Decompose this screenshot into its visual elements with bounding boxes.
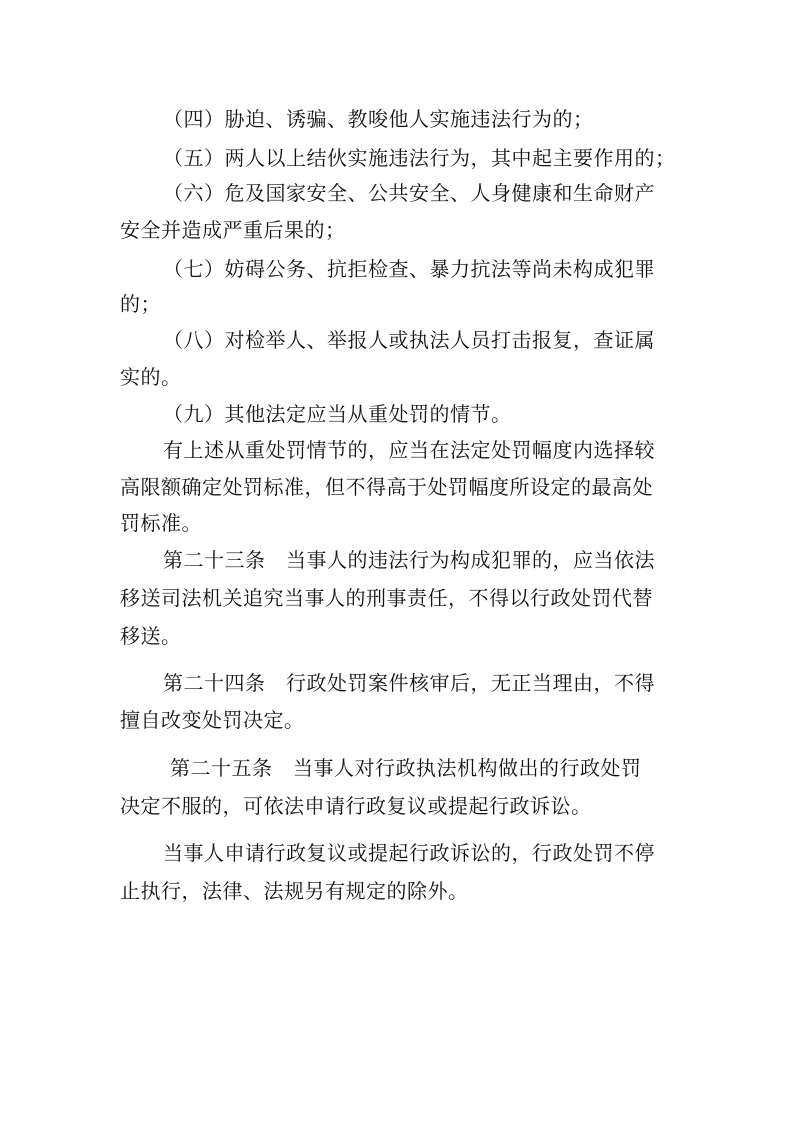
- text-line: 第二十五条 当事人对行政执法机构做出的行政处罚: [170, 756, 642, 780]
- text-line: （九）其他法定应当从重处罚的情节。: [163, 402, 512, 426]
- text-line: 有上述从重处罚情节的，应当在法定处罚幅度内选择较: [163, 438, 655, 462]
- text-line: （六）危及国家安全、公共安全、人身健康和生命财产: [163, 181, 655, 205]
- text-line: 实的。: [120, 365, 182, 389]
- text-line: 安全并造成严重后果的；: [120, 218, 346, 242]
- text-line: （四）胁迫、诱骗、教唆他人实施违法行为的；: [163, 107, 594, 131]
- text-line: 高限额确定处罚标准，但不得高于处罚幅度所设定的最高处: [120, 475, 653, 499]
- text-line: 移送。: [120, 624, 182, 648]
- text-line: 的；: [120, 292, 161, 316]
- text-line: 止执行，法律、法规另有规定的除外。: [120, 879, 469, 903]
- text-line: 第二十三条 当事人的违法行为构成犯罪的，应当依法: [163, 548, 655, 572]
- text-line: 移送司法机关追究当事人的刑事责任，不得以行政处罚代替: [120, 586, 653, 610]
- text-line: 罚标准。: [120, 511, 202, 535]
- text-line: 擅自改变处罚决定。: [120, 708, 305, 732]
- text-line: 决定不服的，可依法申请行政复议或提起行政诉讼。: [120, 794, 592, 818]
- text-line: （八）对检举人、举报人或执法人员打击报复，查证属: [163, 328, 655, 352]
- text-line: 第二十四条 行政处罚案件核审后，无正当理由，不得: [163, 671, 655, 695]
- text-line: 当事人申请行政复议或提起行政诉讼的，行政处罚不停: [163, 841, 655, 865]
- text-line: （五）两人以上结伙实施违法行为，其中起主要作用的；: [163, 146, 676, 170]
- text-line: （七）妨碍公务、抗拒检查、暴力抗法等尚未构成犯罪: [163, 257, 655, 281]
